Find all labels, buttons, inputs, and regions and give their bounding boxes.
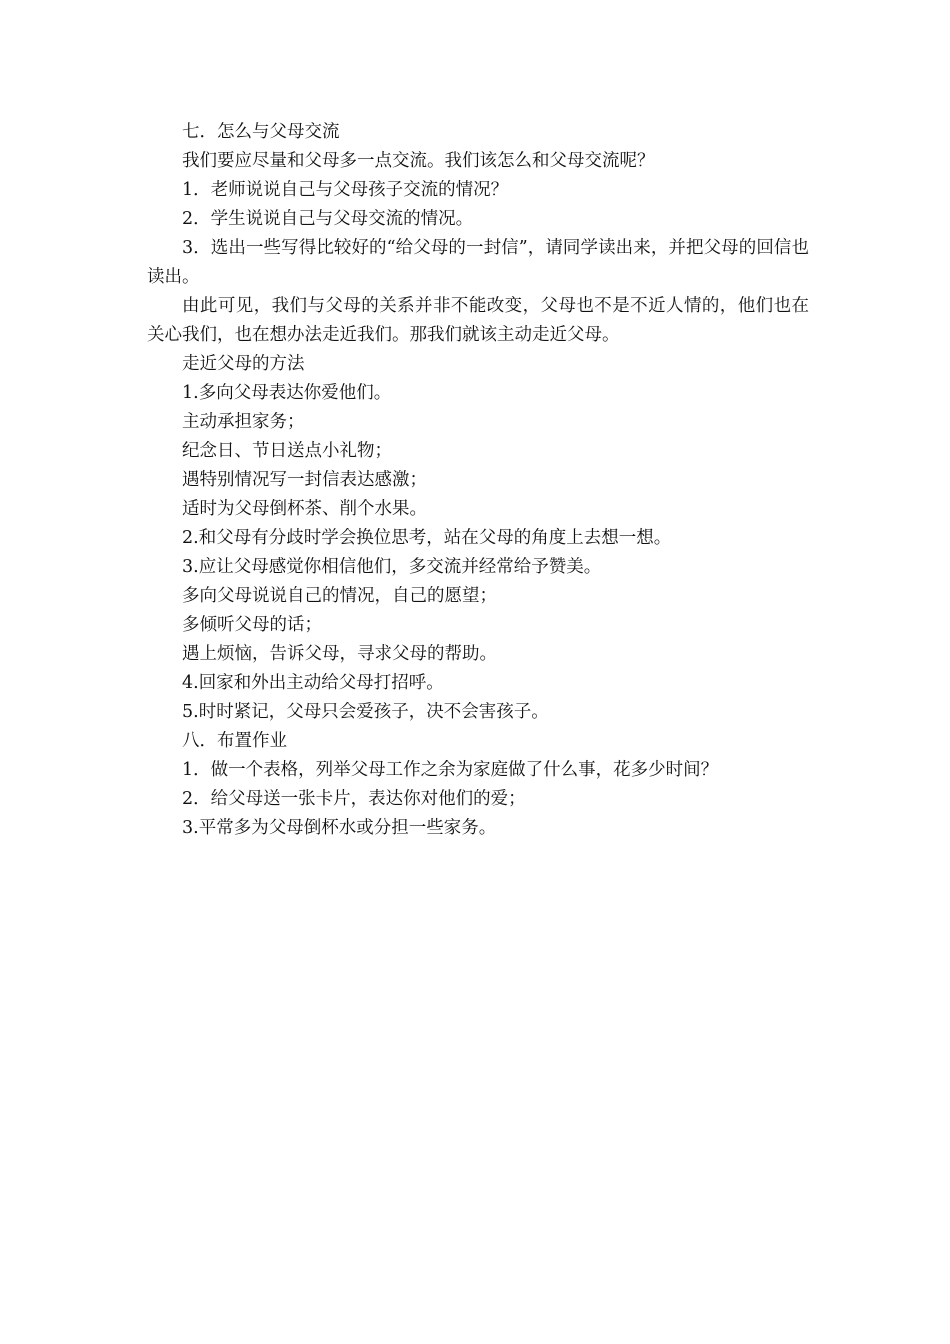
list-item: 多向父母说说自己的情况，自己的愿望；	[182, 586, 497, 606]
list-item: 1．老师说说自己与父母孩子交流的情况？	[182, 180, 509, 200]
list-item: 2．学生说说自己与父母交流的情况。	[182, 209, 474, 229]
list-item: 遇特别情况写一封信表达感激；	[182, 470, 427, 490]
list-item: 3.应让父母感觉你相信他们，多交流并经常给予赞美。	[182, 557, 602, 577]
list-item: 3．选出一些写得比较好的“给父母的一封信”，请同学读出来，并把父母的回信也读出。	[147, 238, 809, 287]
subheading: 走近父母的方法	[182, 354, 305, 374]
list-item: 2．给父母送一张卡片，表达你对他们的爱；	[182, 789, 526, 809]
list-item: 4.回家和外出主动给父母打招呼。	[182, 673, 444, 693]
list-item: 主动承担家务；	[182, 412, 305, 432]
section-heading-8: 八．布置作业	[182, 731, 287, 751]
list-item: 2.和父母有分歧时学会换位思考，站在父母的角度上去想一想。	[182, 528, 672, 548]
list-item: 1．做一个表格，列举父母工作之余为家庭做了什么事，花多少时间？	[182, 760, 719, 780]
list-item: 适时为父母倒杯茶、削个水果。	[182, 499, 427, 519]
list-item: 1.多向父母表达你爱他们。	[182, 383, 392, 403]
list-item: 遇上烦恼，告诉父母，寻求父母的帮助。	[182, 644, 497, 664]
section-heading-7: 七．怎么与父母交流	[182, 122, 340, 142]
list-item: 5.时时紧记，父母只会爱孩子，决不会害孩子。	[182, 702, 549, 722]
document-body	[147, 118, 809, 843]
paragraph: 我们要应尽量和父母多一点交流。我们该怎么和父母交流呢？	[182, 151, 655, 171]
list-item: 纪念日、节日送点小礼物；	[182, 441, 392, 461]
list-item: 多倾听父母的话；	[182, 615, 322, 635]
list-item: 3.平常多为父母倒杯水或分担一些家务。	[182, 818, 497, 838]
paragraph: 由此可见，我们与父母的关系并非不能改变，父母也不是不近人情的，他们也在关心我们，也在想办法走近我们。那我们就该主动走近父母。	[147, 296, 809, 345]
